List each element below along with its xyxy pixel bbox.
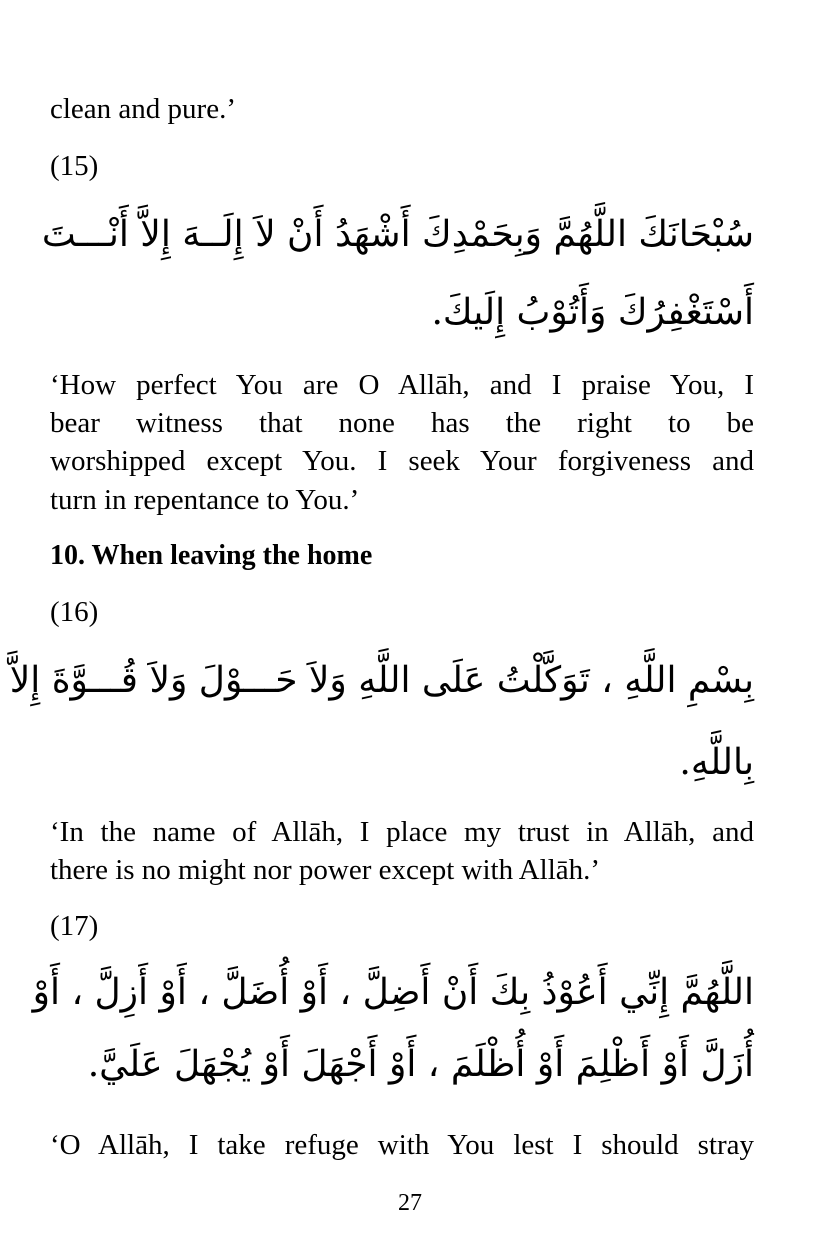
translation-15-line-4: turn in repentance to You.’ bbox=[50, 484, 360, 516]
arabic-dua-17-line-1: اللَّهُمَّ إِنِّي أَعُوْذُ بِكَ أَنْ أَضِلَّ ، أَوْ أُضَلَّ ، أَوْ أَزِلَّ ، أَوْ bbox=[32, 972, 754, 1013]
arabic-dua-17-line-2: أُزَلَّ أَوْ أَظْلِمَ أَوْ أُظْلَمَ ، أَوْ أَجْهَلَ أَوْ يُجْهَلَ عَلَيَّ. bbox=[87, 1044, 754, 1085]
translation-17-line-1: ‘O Allāh, I take refuge with You lest I should stray bbox=[50, 1129, 754, 1161]
translation-16-line-2: there is no might nor power except with Allāh.’ bbox=[50, 854, 601, 886]
arabic-dua-15-line-2: أَسْتَغْفِرُكَ وَأَتُوْبُ إِلَيكَ. bbox=[431, 292, 754, 333]
arabic-dua-16-line-1: بِسْمِ اللَّهِ ، تَوَكَّلْتُ عَلَى اللَّهِ وَلاَ حَـــوْلَ وَلاَ قُـــوَّةَ إِلاَّ bbox=[9, 660, 754, 701]
translation-16-line-1: ‘In the name of Allāh, I place my trust in Allāh, and bbox=[50, 816, 754, 848]
page-number: 27 bbox=[398, 1190, 422, 1216]
arabic-dua-15-line-1: سُبْحَانَكَ اللَّهُمَّ وَبِحَمْدِكَ أَشْهَدُ أَنْ لاَ إِلَــهَ إِلاَّ أَنْـــتَ bbox=[41, 214, 754, 255]
arabic-dua-16-line-2: بِاللَّهِ. bbox=[679, 742, 754, 783]
text-line-continuation: clean and pure.’ bbox=[50, 93, 236, 125]
dua-number-17: (17) bbox=[50, 910, 99, 942]
section-heading: 10. When leaving the home bbox=[50, 540, 373, 571]
dua-number-15: (15) bbox=[50, 150, 99, 182]
translation-15-line-2: bear witness that none has the right to be bbox=[50, 407, 754, 439]
translation-15-line-3: worshipped except You. I seek Your forgiveness and bbox=[50, 445, 754, 477]
dua-number-16: (16) bbox=[50, 596, 99, 628]
translation-15-line-1: ‘How perfect You are O Allāh, and I praise You, I bbox=[50, 369, 754, 401]
